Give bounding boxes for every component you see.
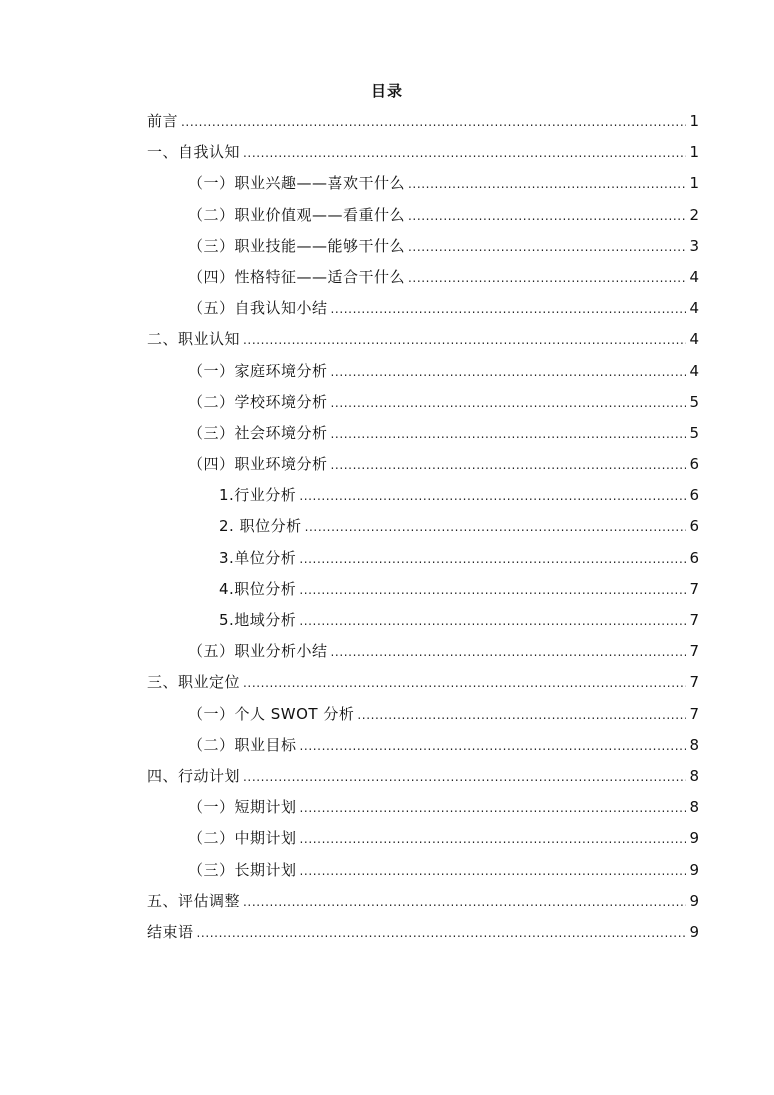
toc-page-number: 4 (689, 299, 699, 318)
toc-entry-text: （三）社会环境分析 (188, 423, 328, 442)
toc-entry-text: （三）职业技能——能够干什么 (188, 236, 406, 255)
toc-entry-subsection[interactable] (147, 418, 699, 449)
toc-entry-subsection[interactable] (147, 231, 699, 262)
toc-entry-subsection[interactable] (147, 293, 699, 324)
toc-entry-text: （一）职业兴趣——喜欢干什么 (188, 174, 406, 193)
toc-page-number: 5 (689, 392, 699, 411)
toc-leader-dots (243, 138, 686, 169)
toc-leader-dots (300, 793, 687, 824)
toc-entry-subsection[interactable] (147, 168, 699, 199)
toc-leader-dots (243, 668, 686, 699)
toc-entry-text: 五、评估调整 (147, 891, 241, 910)
toc-leader-dots (331, 450, 687, 481)
toc-entry-text: （一）个人 SWOT 分析 (188, 704, 355, 723)
toc-entry-text: 四、行动计划 (147, 766, 241, 785)
toc-entry-subsection[interactable] (147, 356, 699, 387)
toc-page-number: 8 (689, 798, 699, 817)
toc-entry-text: 4.职位分析 (219, 579, 297, 598)
toc-entry-section-3[interactable] (147, 667, 699, 698)
toc-entry-subsection[interactable] (147, 792, 699, 823)
toc-entry-text: 5.地域分析 (219, 611, 297, 629)
toc-entry-subsection[interactable] (147, 200, 699, 231)
toc-leader-dots (305, 512, 687, 543)
table-of-contents (147, 106, 699, 948)
toc-entry-text: （五）自我认知小结 (188, 299, 328, 318)
toc-entry-subsection[interactable] (147, 730, 699, 761)
toc-entry-text: 三、职业定位 (147, 673, 241, 692)
toc-entry-item[interactable] (147, 480, 699, 511)
toc-page-number: 6 (689, 486, 699, 505)
toc-page-number: 4 (689, 267, 699, 286)
toc-leader-dots (299, 606, 686, 637)
toc-entry-text: 二、职业认知 (147, 330, 241, 349)
toc-page-number: 9 (689, 860, 699, 879)
toc-page-number: 1 (689, 174, 699, 193)
toc-leader-dots (243, 887, 686, 918)
toc-entry-text: 一、自我认知 (147, 143, 241, 162)
toc-entry-text: 3.单位分析 (219, 548, 297, 567)
toc-entry-section-4[interactable] (147, 761, 699, 792)
toc-leader-dots (408, 169, 686, 200)
toc-entry-text: （二）中期计划 (188, 829, 297, 848)
toc-entry-item[interactable] (147, 574, 699, 605)
toc-page-number: 7 (689, 579, 699, 598)
toc-page-number: 4 (689, 361, 699, 380)
toc-page-number: 2 (689, 205, 699, 224)
toc-entry-item[interactable] (147, 605, 699, 636)
toc-leader-dots (331, 637, 687, 668)
toc-entry-text: 前言 (147, 112, 179, 130)
toc-page-number: 1 (689, 112, 699, 130)
toc-page-number: 3 (689, 236, 699, 255)
toc-title: 目录 (370, 82, 403, 100)
toc-page-number: 5 (689, 423, 699, 442)
toc-leader-dots (331, 357, 687, 388)
toc-page-number: 6 (689, 517, 699, 536)
toc-page-number: 4 (689, 330, 699, 349)
toc-page-number: 9 (689, 922, 699, 941)
toc-leader-dots (299, 575, 686, 606)
toc-page-number: 7 (689, 673, 699, 692)
toc-entry-text: （二）学校环境分析 (188, 392, 328, 411)
toc-entry-text: （二）职业目标 (188, 735, 297, 754)
toc-entry-item[interactable] (147, 543, 699, 574)
toc-entry-text: （三）长期计划 (188, 860, 297, 879)
toc-entry-text: （一）家庭环境分析 (188, 361, 328, 380)
toc-page-number: 7 (689, 642, 699, 661)
toc-entry-subsection[interactable] (147, 855, 699, 886)
toc-entry-subsection[interactable] (147, 262, 699, 293)
toc-page-number: 7 (689, 704, 699, 723)
toc-entry-section-5[interactable] (147, 886, 699, 917)
toc-leader-dots (197, 918, 687, 949)
toc-page-number: 1 (689, 143, 699, 162)
toc-entry-text: （一）短期计划 (188, 798, 297, 817)
toc-entry-text: 2. 职位分析 (219, 517, 302, 536)
toc-leader-dots (299, 481, 686, 512)
toc-entry-subsection[interactable] (147, 636, 699, 667)
toc-leader-dots (300, 856, 687, 887)
toc-entry-text: （四）职业环境分析 (188, 455, 328, 474)
toc-entry-text: （五）职业分析小结 (188, 642, 328, 661)
toc-entry-subsection[interactable] (147, 449, 699, 480)
toc-entry-subsection[interactable] (147, 699, 699, 730)
toc-entry-text: 结束语 (147, 922, 194, 941)
toc-leader-dots (243, 762, 686, 793)
toc-leader-dots (408, 201, 686, 232)
toc-leader-dots (408, 232, 686, 263)
toc-page-number: 6 (689, 455, 699, 474)
toc-leader-dots (331, 388, 687, 419)
toc-leader-dots (243, 325, 686, 356)
toc-entry-item[interactable] (147, 511, 699, 542)
toc-leader-dots (331, 419, 687, 450)
toc-leader-dots (181, 107, 686, 138)
toc-leader-dots (300, 824, 687, 855)
toc-page-number: 9 (689, 891, 699, 910)
toc-page-number: 8 (689, 766, 699, 785)
toc-page-number: 6 (689, 548, 699, 567)
toc-entry-text: （二）职业价值观——看重什么 (188, 205, 406, 224)
toc-entry-subsection[interactable] (147, 387, 699, 418)
toc-page-number: 8 (689, 735, 699, 754)
toc-entry-text: （四）性格特征——适合干什么 (188, 267, 406, 286)
toc-leader-dots (357, 700, 686, 731)
toc-leader-dots (408, 263, 686, 294)
toc-entry-text: 1.行业分析 (219, 486, 297, 505)
toc-leader-dots (331, 294, 687, 325)
toc-page-number: 9 (689, 829, 699, 848)
toc-leader-dots (299, 544, 686, 575)
toc-entry-section-1[interactable] (147, 137, 699, 168)
toc-entry-subsection[interactable] (147, 823, 699, 854)
toc-entry-conclusion[interactable] (147, 917, 699, 948)
toc-entry-preface[interactable] (147, 106, 699, 137)
toc-page-number: 7 (689, 611, 699, 629)
toc-entry-section-2[interactable] (147, 324, 699, 355)
toc-leader-dots (300, 731, 687, 762)
